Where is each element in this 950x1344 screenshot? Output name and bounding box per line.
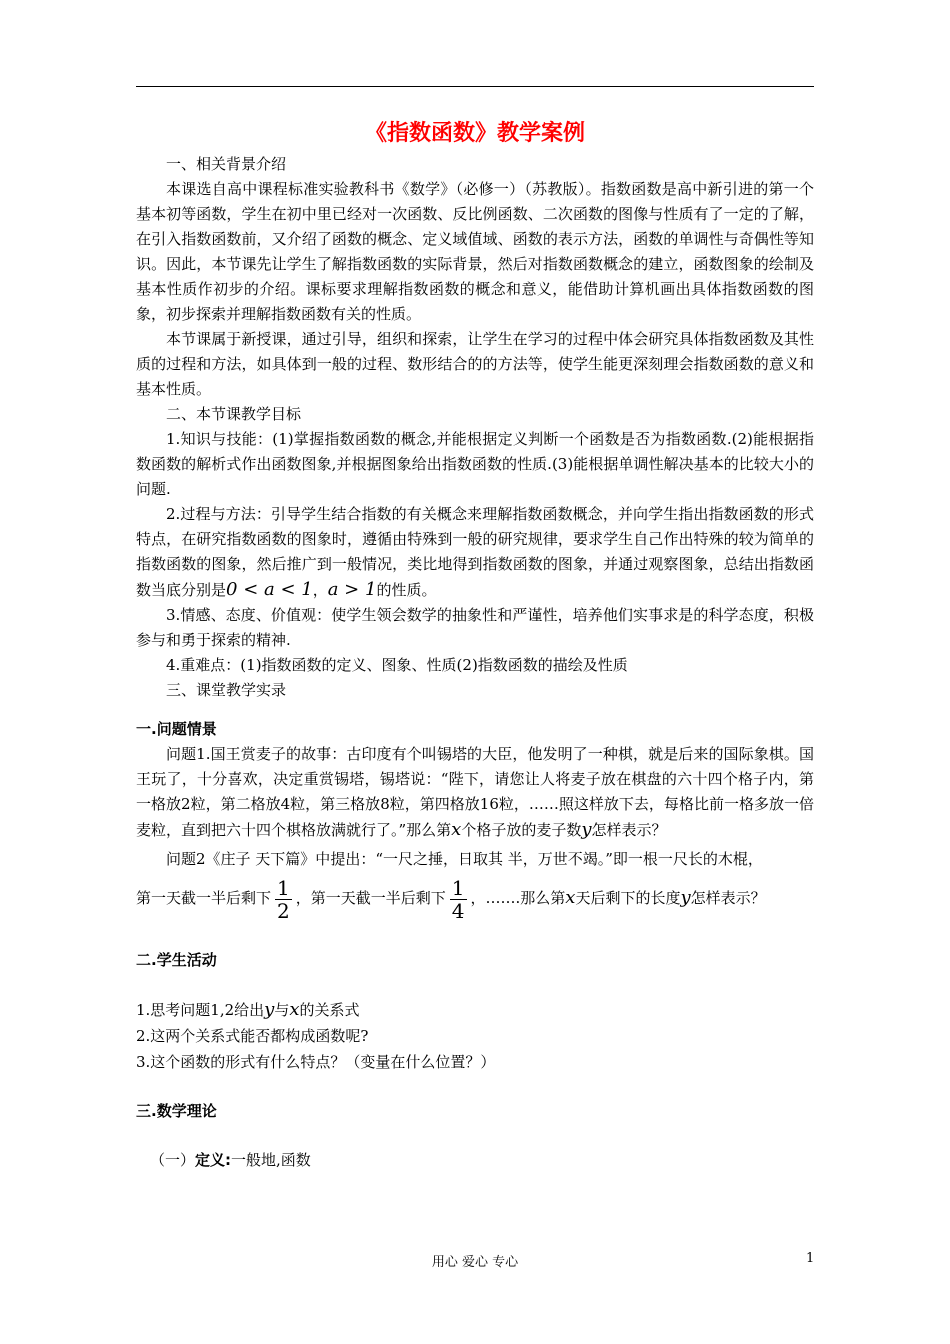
definition-text: 一般地,函数 (231, 1151, 311, 1169)
definition-label: 定义: (195, 1151, 232, 1169)
goal-key-points: 4.重难点：(1)指数函数的定义、图象、性质(2)指数函数的描绘及性质 (166, 656, 628, 674)
fraction-denominator: 2 (277, 898, 290, 923)
section-theory-heading: 三.数学理论 (136, 1102, 217, 1120)
problem-2-part-b: ，第一天截一半后剩下 (295, 889, 446, 907)
problem-2-line-1: 问题2《庄子 天下篇》中提出：“一尺之捶，日取其 半，万世不竭。”即一根一尺长的木棍， (166, 850, 763, 868)
goal-process-end: 的性质。 (376, 581, 437, 599)
definition-line (136, 1148, 814, 1173)
variable-y: y (264, 999, 275, 1020)
background-paragraph-2: 本节课属于新授课，通过引导，组织和探索，让学生在学习的过程中体会研究具体指数函数及其性质的过程和方法，如具体到一般的过程、数形结合的的方法等，使学生能更深刻理会指数函数的意义和基本性质。 (136, 330, 814, 398)
variable-x: x (451, 819, 462, 840)
definition-prefix: （一） (150, 1151, 196, 1169)
activity-item-1 (136, 997, 814, 1023)
document-body (136, 118, 814, 1173)
activity-item-1-b: 与 (274, 1001, 290, 1019)
header-rule (136, 86, 814, 87)
page-number: 1 (806, 1251, 815, 1266)
goal-attitude: 3.情感、态度、价值观：使学生领会数学的抽象性和严谨性，培养他们实事求是的科学态度，积极参与和勇于探索的精神. (136, 606, 814, 649)
goal-process-text: 2.过程与方法：引导学生结合指数的有关概念来理解指数函数概念，并向学生指出指数函数的形式特点，在研究指数函数的图象时，遵循由特殊到一般的研究规律，要求学生自己作出特殊的较为简单的指数函数的图象，然后推广到一般情况，类比地得到指数函数的图象，并通过观察图象，总结出指数函数当底分别是 (136, 505, 814, 599)
variable-y: y (581, 819, 592, 840)
variable-x: x (565, 887, 576, 908)
fraction-numerator: 1 (277, 875, 290, 900)
problem-1-text: 问题1.国王赏麦子的故事：古印度有个叫锡塔的大臣，他发明了一种棋，就是后来的国际象棋。国王玩了，十分喜欢，决定重赏锡塔，锡塔说：“陛下，请您让人将麦子放在棋盘的六十四个格子内，第一格放2粒，第二格放4粒，第三格放8粒，第四格放16粒，……照这样放下去，每格比前一格多放一倍麦粒，直到把六十四个棋格放满就行了。”那么第 (136, 745, 814, 839)
variable-y: y (680, 887, 691, 908)
problem-1-mid: 个格子放的麦子数 (461, 821, 582, 839)
goals-heading: 二、本节课教学目标 (166, 405, 302, 423)
activity-item-3: 3.这个函数的形式有什么特点？（变量在什么位置？） (136, 1053, 496, 1071)
footer-slogan: 用心 爱心 专心 (431, 1255, 519, 1270)
problem-2-part-e: 怎样表示？ (690, 889, 766, 907)
problem-1-end: 怎样表示？ (591, 821, 667, 839)
problem-2-part-c: ，…….那么第 (470, 889, 566, 907)
activity-item-1-a: 1.思考问题1,2给出 (136, 1001, 265, 1019)
document-title: 《指数函数》教学案例 (364, 121, 585, 146)
problem-1 (136, 742, 814, 843)
condition-base-lt-1: 0 < a < 1 (226, 579, 313, 600)
activity-item-2: 2.这两个关系式能否都构成函数呢? (136, 1027, 369, 1045)
goal-process (136, 502, 814, 603)
record-heading: 三、课堂教学实录 (166, 681, 287, 699)
fraction-denominator: 4 (451, 898, 465, 923)
activity-item-1-c: 的关系式 (299, 1001, 360, 1019)
fraction-numerator: 1 (451, 875, 465, 900)
problem-2-part-a: 第一天截一半后剩下 (136, 889, 272, 907)
problem-2-part-d: 天后剩下的长度 (575, 889, 681, 907)
fraction-one-half (275, 877, 292, 922)
section-activity-heading: 二.学生活动 (136, 951, 217, 969)
problem-2-line-2 (136, 872, 814, 924)
goal-knowledge: 1.知识与技能：(1)掌握指数函数的概念,并能根据定义判断一个函数是否为指数函数.(2)能根据指数函数的解析式作出函数图象,并根据图象给出指数函数的性质.(3)能根据单调性解决基本的比较大小的问题. (136, 430, 814, 498)
variable-x: x (289, 999, 300, 1020)
goal-process-separator: ， (312, 581, 328, 599)
fraction-one-quarter (450, 877, 467, 922)
condition-base-gt-1: a > 1 (327, 579, 377, 600)
background-heading: 一、相关背景介绍 (166, 155, 287, 173)
section-problem-heading: 一.问题情景 (136, 720, 217, 738)
background-paragraph-1: 本课选自高中课程标准实验教科书《数学》（必修一）（苏教版）。指数函数是高中新引进的第一个基本初等函数，学生在初中里已经对一次函数、反比例函数、二次函数的图像与性质有了一定的了解，在引入指数函数前，又介绍了函数的概念、定义域值域、函数的表示方法，函数的单调性与奇偶性等知识。因此，本节课先让学生了解指数函数的实际背景，然后对指数函数概念的建立，函数图象的绘制及基本性质作初步的介绍。课标要求理解指数函数的概念和意义，能借助计算机画出具体指数函数的图象，初步探索并理解指数函数有关的性质。 (136, 180, 814, 323)
